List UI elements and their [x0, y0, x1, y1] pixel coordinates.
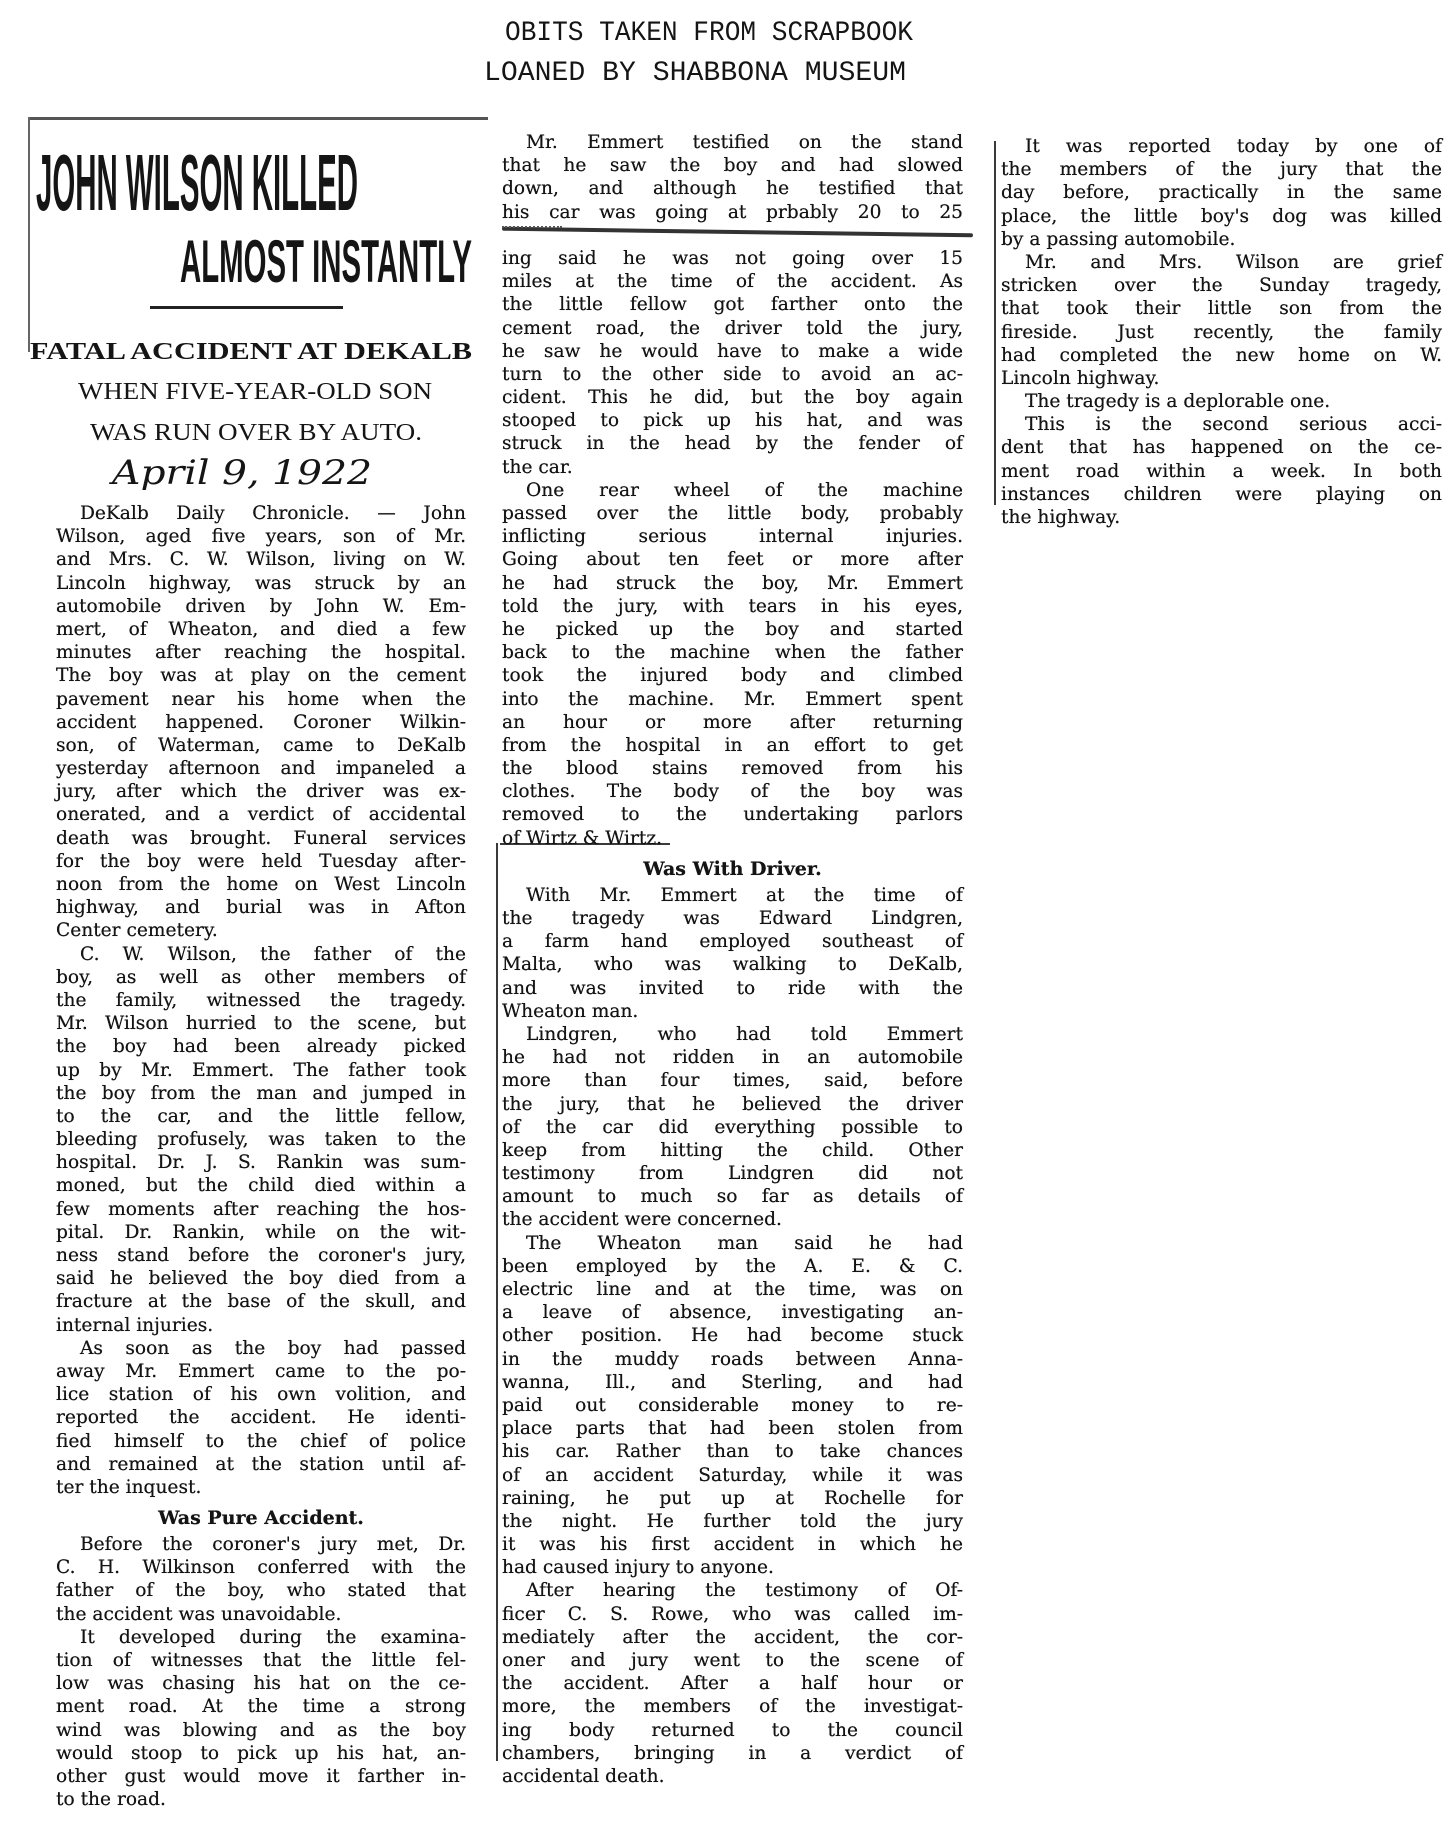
text-line: hospital. Dr. J. S. Rankin was sum- [56, 1152, 466, 1174]
text-line: told the jury, with tears in his eyes, [502, 595, 963, 617]
text-line: automobile driven by John W. Em- [56, 595, 466, 617]
paragraph [56, 502, 466, 943]
text-line: took the injured body and climbed [502, 665, 963, 687]
paragraph [56, 1533, 466, 1626]
paragraph [1001, 251, 1442, 390]
text-line: other gust would move it farther in- [56, 1765, 466, 1787]
text-line: One rear wheel of the machine [526, 479, 963, 501]
text-line: The tragedy is a deplorable one. [1025, 391, 1331, 413]
text-line: that took their little son from the [1001, 298, 1442, 320]
text-line: moned, but the child died within a [56, 1175, 466, 1197]
text-line: fireside. Just recently, the family [1001, 321, 1442, 343]
text-line: ficer C. S. Rowe, who was called im- [502, 1603, 963, 1625]
text-line: and remained at the station until af- [56, 1453, 466, 1475]
text-line: struck in the head by the fender of [502, 433, 963, 455]
headline [0, 110, 500, 490]
text-line: to the car, and the little fellow, [56, 1105, 466, 1127]
text-line: ing body returned to the council [502, 1719, 963, 1741]
text-line: Center cemetery. [56, 920, 218, 942]
text-line: The Wheaton man said he had [526, 1232, 963, 1254]
text-line: ter the inquest. [56, 1476, 202, 1498]
text-line: C. H. Wilkinson conferred with the [56, 1557, 466, 1579]
text-line: his car was going at prbably 20 to 25 [502, 201, 963, 223]
paragraph [502, 1023, 963, 1232]
text-line: onerated, and a verdict of accidental [56, 804, 466, 826]
text-line: son, of Waterman, came to DeKalb [56, 734, 466, 756]
text-line: highway, and burial was in Afton [56, 897, 466, 919]
text-line: said he believed the boy died from a [56, 1268, 466, 1290]
text-line: Lindgren, who had told Emmert [526, 1023, 963, 1045]
text-line: tion of witnesses that the little fel- [56, 1650, 466, 1671]
text-line: internal injuries. [56, 1314, 214, 1336]
text-line: Lincoln highway, was struck by an [56, 572, 466, 594]
text-line: more than four times, said, before [502, 1070, 963, 1092]
paragraph [56, 1626, 466, 1812]
text-line: the members of the jury that the [1001, 159, 1442, 181]
text-line: a leave of absence, investigating an- [502, 1302, 963, 1324]
header-line-2: LOANED BY SHABBONA MUSEUM [484, 58, 906, 89]
paragraph [502, 1232, 963, 1580]
text-line: away Mr. Emmert came to the po- [56, 1360, 466, 1382]
text-line: down, and although he testified that [502, 178, 963, 200]
text-line: The boy was at play on the cement [56, 665, 466, 687]
text-line: the accident were concerned. [502, 1209, 782, 1231]
text-line: had completed the new home on W. [1001, 344, 1442, 366]
text-line: the accident was unavoidable. [56, 1603, 342, 1625]
text-line: fracture at the base of the skull, and [56, 1291, 466, 1313]
scrapbook-header [0, 0, 1456, 100]
paragraph [502, 1579, 963, 1788]
text-line: into the machine. Mr. Emmert spent [502, 688, 963, 710]
text-line: With Mr. Emmert at the time of [526, 884, 963, 906]
text-line: testimony from Lindgren did not [502, 1163, 963, 1185]
text-line: Mr. and Mrs. Wilson are grief [1025, 251, 1442, 273]
text-line: Going about ten feet or more after [502, 549, 963, 571]
text-line: and was invited to ride with the [502, 977, 963, 999]
text-line: ness stand before the coroner's jury, [56, 1245, 466, 1266]
text-line: wanna, Ill., and Sterling, and had [502, 1371, 963, 1393]
text-line: Wilson, aged five years, son of Mr. [56, 526, 466, 548]
text-line: and Mrs. C. W. Wilson, living on W. [56, 549, 466, 571]
text-line: other position. He had become stuck [502, 1325, 963, 1347]
text-line: the accident. After a half hour or [502, 1673, 963, 1695]
text-line: back to the machine when the father [502, 642, 963, 664]
text-line: mediately after the accident, the cor- [502, 1626, 963, 1648]
paragraph [56, 1337, 466, 1499]
text-line: Lincoln highway. [1001, 367, 1160, 389]
text-line: raining, he put up at Rochelle for [502, 1487, 963, 1509]
text-line: been employed by the A. E. & C. [502, 1255, 963, 1277]
text-line: jury, after which the driver was ex- [56, 781, 466, 803]
text-line: Mr. Emmert testified on the stand [526, 132, 963, 153]
article-column-3 [1001, 135, 1442, 529]
text-line: dent that has happened on the ce- [1001, 437, 1442, 459]
text-line: instances children were playing on [1001, 483, 1442, 505]
paragraph [502, 479, 963, 850]
paragraph [1001, 413, 1442, 529]
text-line: mert, of Wheaton, and died a few [56, 618, 466, 640]
deck-line-1: FATAL ACCIDENT AT DEKALB [30, 339, 472, 365]
text-line: This is the second serious acci- [1025, 414, 1442, 436]
text-line: the family, witnessed the tragedy. [56, 989, 466, 1011]
text-line: of an accident Saturday, while it was [502, 1464, 963, 1486]
text-line: the tragedy was Edward Lindgren, [502, 908, 963, 929]
text-line: fied himself to the chief of police [56, 1430, 466, 1452]
text-line: the boy had been already picked [56, 1036, 466, 1058]
text-line: from the hospital in an effort to get [502, 734, 963, 756]
paragraph [1001, 390, 1442, 413]
text-line: yesterday afternoon and impaneled a [56, 758, 466, 780]
text-line: lice station of his own volition, and [56, 1384, 466, 1406]
text-line: oner and jury went to the scene of [502, 1650, 963, 1671]
text-line: boy, as well as other members of [56, 966, 466, 988]
text-line: the jury, that he believed the driver [502, 1093, 963, 1115]
deck-line-2: WHEN FIVE-YEAR-OLD SON [78, 379, 432, 405]
headline-line-2: ALMOST INSTANTLY [180, 228, 472, 295]
text-line: electric line and at the time, was on [502, 1279, 963, 1300]
column-3-left-rule [994, 141, 996, 505]
text-line: After hearing the testimony of Of- [526, 1580, 963, 1602]
text-line: miles at the time of the accident. As [502, 271, 963, 293]
headline-rule [150, 306, 343, 309]
text-line: Before the coroner's jury met, Dr. [80, 1534, 466, 1556]
text-line: to the road. [56, 1789, 166, 1811]
text-line: removed to the undertaking parlors [502, 804, 963, 826]
text-line: the little fellow got farther onto the [502, 294, 963, 316]
text-line: he saw he would have to make a wide [502, 340, 963, 362]
deck-line-3: WAS RUN OVER BY AUTO. [90, 420, 422, 446]
text-line: it was his first accident in which he [502, 1534, 963, 1556]
text-line: day before, practically in the same [1001, 182, 1442, 204]
text-line: ment road. At the time a strong [56, 1696, 466, 1718]
text-line: he had not ridden in an automobile [502, 1047, 963, 1069]
text-line: cident. This he did, but the boy again [502, 387, 963, 409]
article-column-2 [502, 131, 963, 1788]
article-column-1 [56, 502, 466, 1811]
text-line: more, the members of the investigat- [502, 1696, 963, 1718]
text-line: by a passing automobile. [1001, 228, 1236, 250]
text-line: DeKalb Daily Chronicle. — John [80, 503, 466, 524]
text-line: minutes after reaching the hospital. [56, 642, 466, 664]
text-line: inflicting serious internal injuries. [502, 526, 963, 548]
paragraph [502, 884, 963, 1023]
text-line: stricken over the Sunday tragedy, [1001, 275, 1442, 297]
text-line: bleeding profusely, was taken to the [56, 1129, 466, 1151]
handwritten-date: April 9, 1922 [108, 453, 372, 490]
text-line: Mr. Wilson hurried to the scene, but [56, 1013, 466, 1035]
text-line: wind was blowing and as the boy [56, 1719, 466, 1741]
text-line: would stoop to pick up his hat, an- [56, 1742, 466, 1764]
text-line: of the car did everything possible to [502, 1116, 963, 1138]
text-line: stooped to pick up his hat, and was [502, 410, 963, 432]
text-line: accidental death. [502, 1765, 665, 1787]
text-line: of Wirtz & Wirtz. [502, 827, 663, 849]
text-line: turn to the other side to avoid an ac- [502, 363, 963, 385]
text-line: Wheaton man. [502, 1000, 639, 1022]
text-line: chambers, bringing in a verdict of [502, 1742, 963, 1764]
text-line: As soon as the boy had passed [80, 1337, 466, 1359]
text-line: in the muddy roads between Anna- [502, 1348, 963, 1370]
text-line: C. W. Wilson, the father of the [80, 943, 466, 965]
text-line: death was brought. Funeral services [56, 827, 466, 849]
header-line-1: OBITS TAKEN FROM SCRAPBOOK [505, 18, 914, 49]
text-line: accident happened. Coroner Wilkin- [56, 711, 466, 733]
text-line: cement road, the driver told the jury, [502, 317, 963, 339]
text-line: place parts that had been stolen from [502, 1418, 963, 1440]
text-line: reported the accident. He identi- [56, 1407, 466, 1429]
text-line: up by Mr. Emmert. The father took [56, 1059, 466, 1081]
paragraph [56, 943, 466, 1337]
text-line: his car. Rather than to take chances [502, 1441, 963, 1463]
text-line: ing said he was not going over 15 [502, 247, 963, 269]
text-line: for the boy were held Tuesday after- [56, 850, 466, 872]
text-line: pital. Dr. Rankin, while on the wit- [56, 1221, 466, 1243]
text-line: Malta, who was walking to DeKalb, [502, 954, 963, 976]
text-line: place, the little boy's dog was killed [1001, 205, 1442, 227]
text-line: passed over the little body, probably [502, 503, 963, 524]
text-line: had caused injury to anyone. [502, 1557, 774, 1579]
text-line: noon from the home on West Lincoln [56, 874, 466, 895]
text-line: low was chasing his hat on the ce- [56, 1673, 466, 1695]
struck-out-line [502, 224, 963, 247]
text-line: It developed during the examina- [80, 1626, 466, 1648]
paragraph [1001, 135, 1442, 251]
text-line: ment road within a week. In both [1001, 460, 1442, 482]
paragraph [502, 131, 963, 479]
text-line: few moments after reaching the hos- [56, 1198, 466, 1220]
text-line: an hour or more after returning [502, 711, 963, 733]
text-line: keep from hitting the child. Other [502, 1139, 963, 1161]
text-line: that he saw the boy and had slowed [502, 155, 963, 177]
text-line: the blood stains removed from his [502, 758, 963, 780]
text-line: It was reported today by one of [1025, 136, 1442, 157]
text-line: he picked up the boy and started [502, 618, 963, 640]
text-line: the boy from the man and jumped in [56, 1082, 466, 1104]
section-subhead: Was With Driver. [643, 857, 822, 880]
text-line: clothes. The body of the boy was [502, 781, 963, 803]
text-line: the car. [502, 456, 573, 478]
text-line: he had struck the boy, Mr. Emmert [502, 572, 963, 594]
text-line: a farm hand employed southeast of [502, 931, 963, 953]
text-line: the night. He further told the jury [502, 1510, 963, 1532]
column-2-left-rule [496, 843, 498, 1761]
text-line: amount to much so far as details of [502, 1186, 963, 1208]
text-line: father of the boy, who stated that [56, 1580, 466, 1602]
section-subhead: Was Pure Accident. [158, 1507, 364, 1530]
text-line: paid out considerable money to re- [502, 1394, 963, 1416]
headline-line-1: JOHN WILSON KILLED [36, 138, 358, 227]
text-line: pavement near his home when the [56, 688, 466, 710]
text-line: the highway. [1001, 507, 1121, 528]
